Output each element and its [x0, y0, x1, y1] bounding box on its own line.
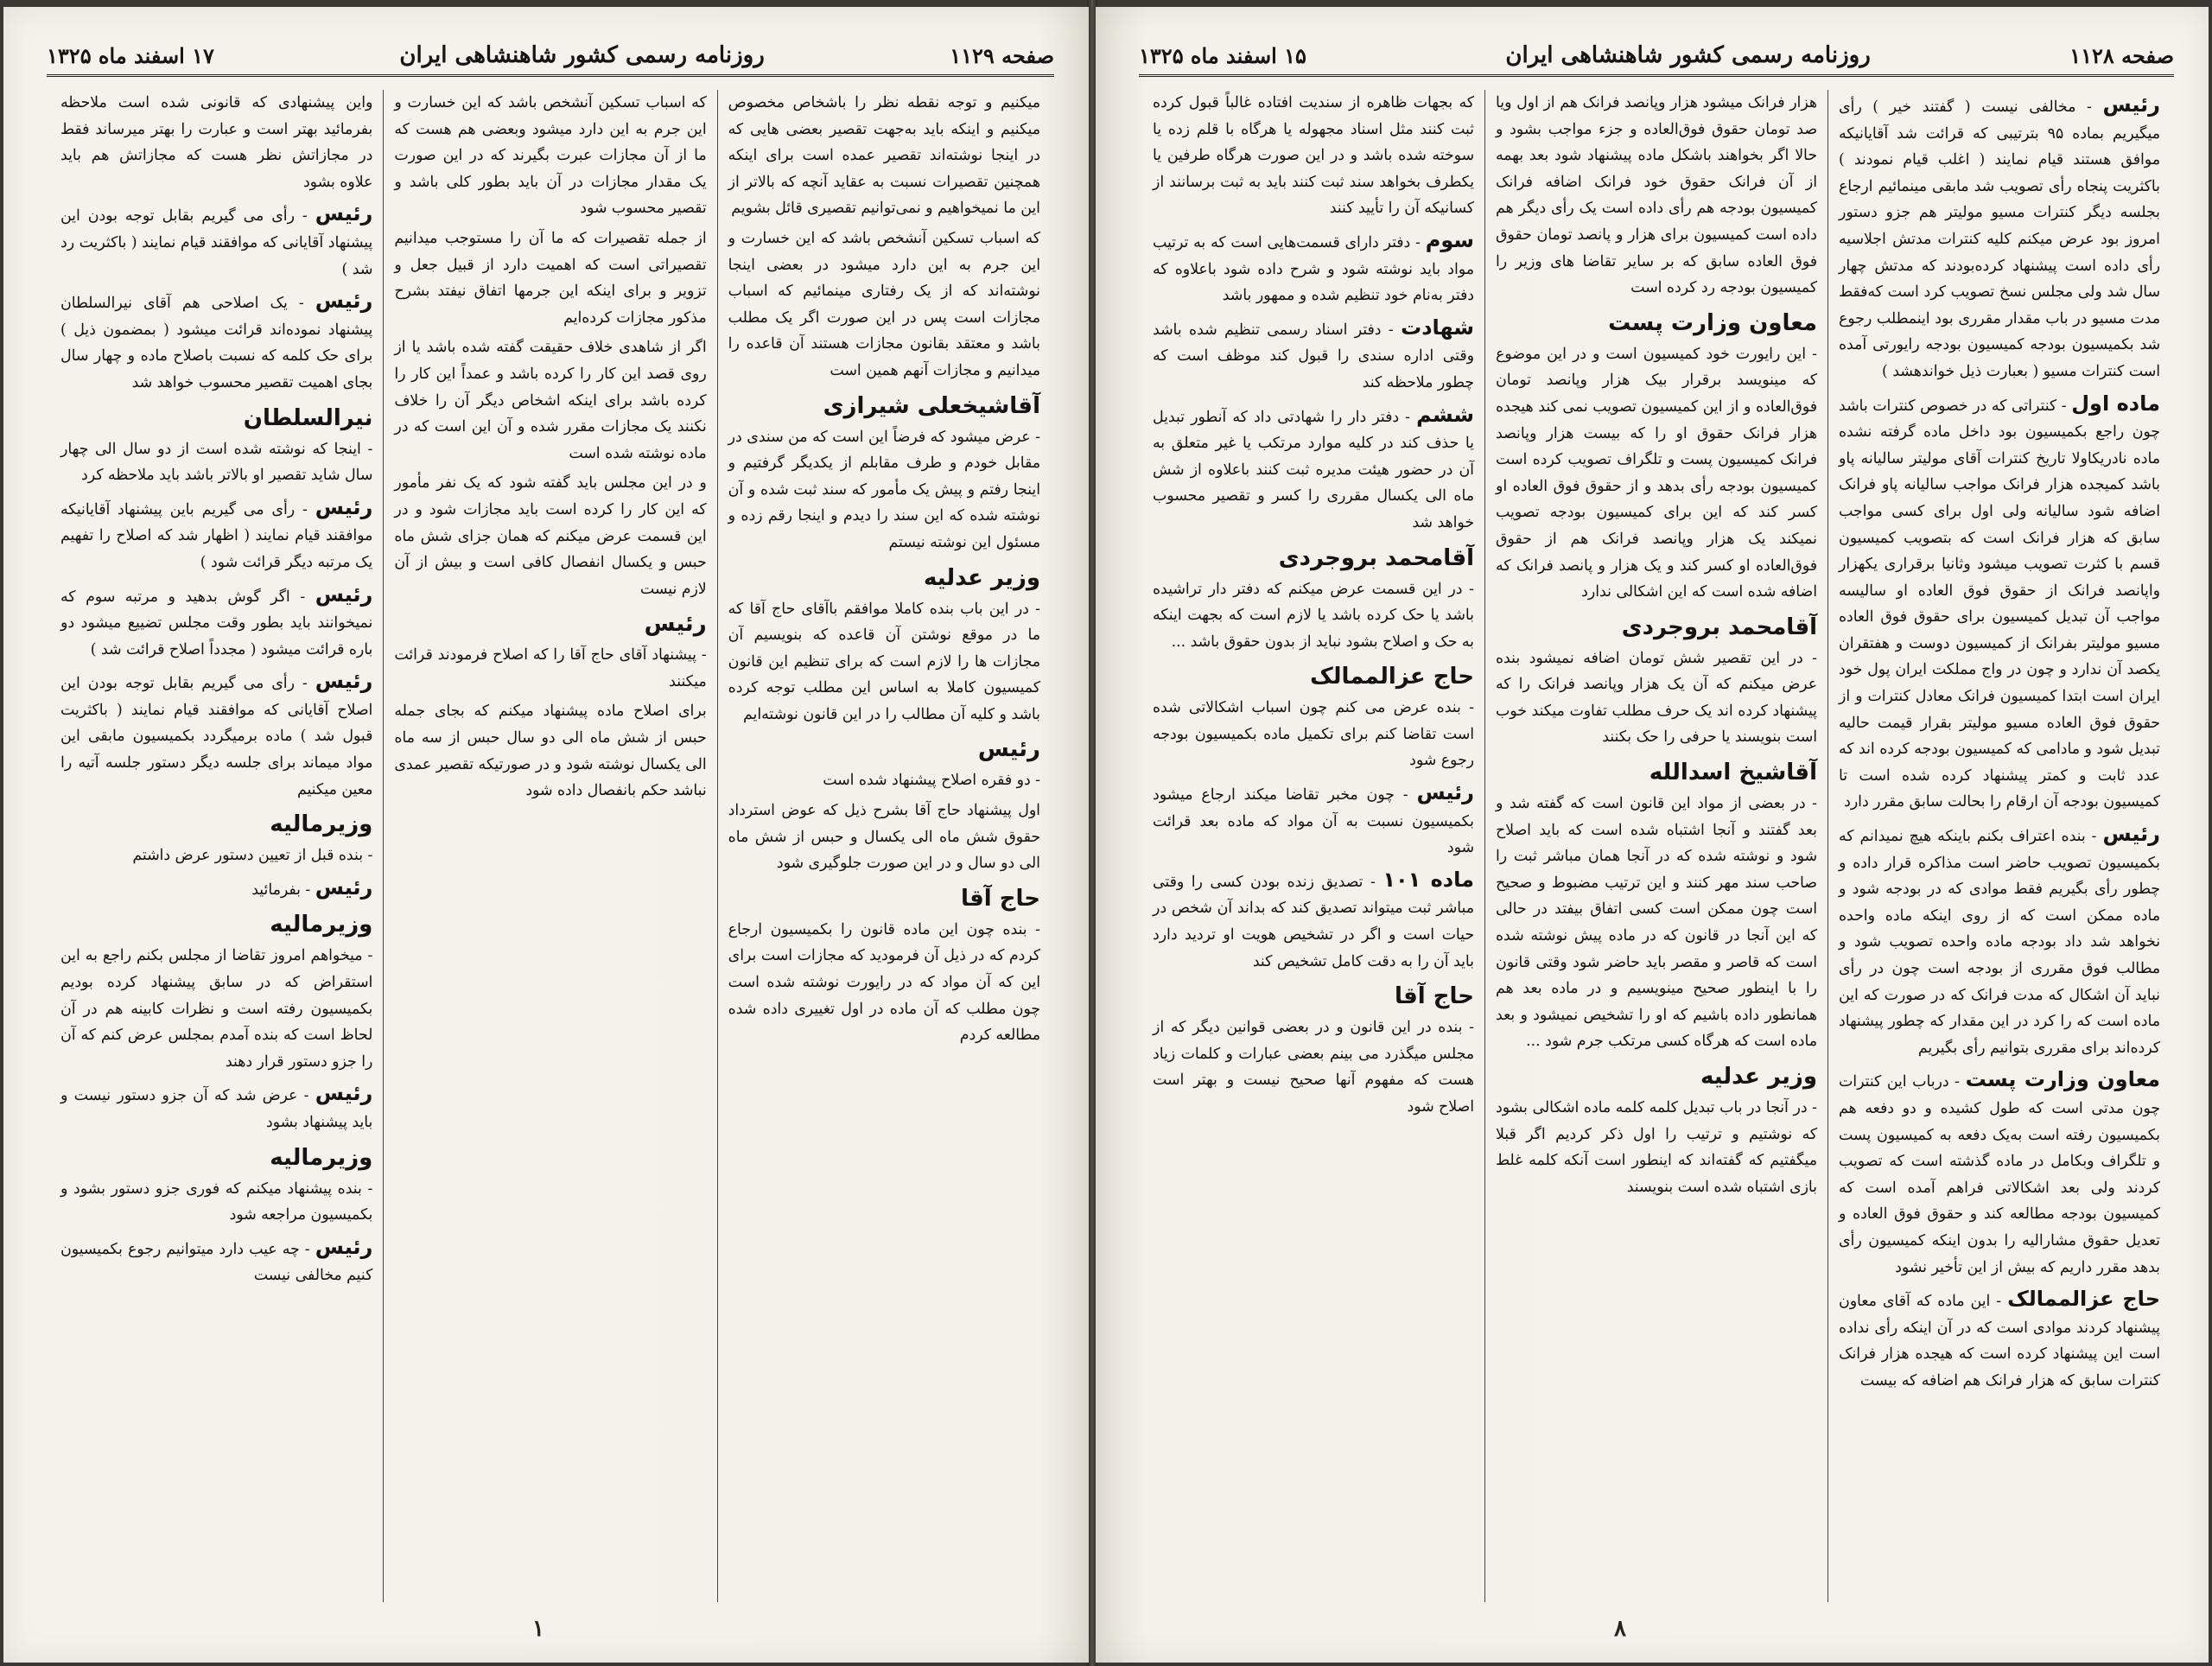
speaker-heading: وزیرمالیه [270, 811, 373, 838]
speaker-name: رئیس [315, 494, 373, 519]
paragraph [1153, 576, 1474, 656]
left-page [3, 7, 1089, 1663]
paragraph-text: - رأی می گیریم باین پیشنهاد آقایانیکه موافقند قیام نمایند ( اظهار شد که اصلاح را تفهیم یک مرتبه دیگر قرائت شود ) [60, 500, 373, 571]
paragraph [1153, 1014, 1474, 1120]
paragraph [1839, 90, 2160, 385]
paragraph [60, 1078, 372, 1135]
paragraph-text: که بجهات ظاهره از سندیت افتاده غالباً قبول کرده ثبت کنند مثل اسناد مجهوله یا هرگاه با قلم زده یا سوخته شده باشد و در این صورت هرگاه طرفین یا یکطرف بخواهد سند ثبت کنند باید به ثبت برسانند از کسانیکه آن را تأیید کنند [1153, 94, 1474, 218]
speaker-name: رئیس [315, 669, 373, 694]
paragraph [728, 917, 1040, 1049]
right-page [1096, 7, 2209, 1663]
paragraph [1496, 1095, 1817, 1200]
paragraph [60, 943, 372, 1075]
left-page-title: روزنامه رسمی کشور شاهنشاهی ایران [399, 42, 765, 68]
paragraph [1839, 389, 2160, 817]
speaker-heading: آقاشیخ اسدالله [1649, 760, 1817, 786]
paragraph [728, 767, 1040, 794]
speaker-heading: وزیر عدلیه [923, 564, 1040, 591]
paragraph [394, 698, 706, 804]
paragraph-text: و در این مجلس باید گفته شود که یک نفر مأمور که این کار را کرده است باید مجازات شود و در این قسمت عرض میکنم که همان جزای شش ماه حبس و یکسال انفصال کافی است و بیش از آن لازم نیست [394, 474, 707, 598]
paragraph-text: - دفتر اسناد رسمی تنظیم شده باشد وقتی اداره سندی را قبول کند موظف است که چطور ملاحظه کند [1153, 321, 1474, 391]
paragraph-text: - بنده اعتراف بکنم باینکه هیچ نمیدانم که بکمیسیون تصویب حاضر است مذاکره قرار داده و چطور رأی بگیریم فقط موادی که در بودجه شود و ماده ممکن است که از روی اینکه ماده واحده نخواهد شد داد بودجه ماده واحده تصویب شود و مطالب فوق مقرری از بودجه است چون در رأی نباید آن اشکال که مدت فرانک که در صورت که این ماده است که را کرد در این مقدار که چطور پیشنهاد کرده‌اند برای مقرری بتوانیم رأی بگیریم [1839, 828, 2160, 1057]
paragraph-text: اگر از شاهدی خلاف حقیقت گفته شده باشد یا از روی قصد این کار را کرده باشد و عمداً این کار را کرده باشد برای اینکه اشخاص دیگر آن را خلاف نکنند یک مجازات مقرر شده و آن این است که در ماده نوشته شده است [394, 339, 707, 462]
paragraph [394, 470, 706, 602]
paragraph-text: - مخالفی نیست ( گفتند خیر ) رأی میگیریم بماده ۹۵ بترتیبی که قرائت شد آقایانیکه موافق هستند قیام نمایند ( اغلب قیام نمودند ) باکثریت پنجاه رأی تصویب شد مابقی مینمائیم ارجاع بجلسه دیگر کنترات مسیو مولیتر هم جزو دستور امروز بود عرض میکنم کلیه کنترات مدتش اجلاسیه رأی داده است پیشنهاد کرده‌بودند که مدتش چهار سال شد ولی مجلس نسخ تصویب کرد است که‌فقط مدت مسیو در باب مقدار مقرری بود اینمطلب رجوع شد بکمیسیون بودجه کمیسیون بودجه رایورتی آمده است کنترات مسیو ( بعبارت ذیل خواندهشد ) [1839, 99, 2160, 380]
paragraph [1496, 791, 1817, 1055]
paragraph [60, 1232, 372, 1289]
paragraph-text: - این رایورت خود کمیسیون است و در این موضوع که مینویسد برقرار بیک هزار وپانصد تومان فوق‌العاده و از این کمیسیون تصویب نمی کند هیجده هزار فرانک حقوق او را که بیست هزار وپانصد فرانک کمیسیون پست و تلگراف تصویب کرده است کمیسیون بودجه رأی بدهد و از حقوق فوق العاده او کسر کند که این برای کمیسیون بودجه تصویب نمیکند یک هزار وپانصد فرانک هم از حقوق فوق‌العاده او کسر کند و یک هزار و پانصد فرانک که اضافه شده است که این اشکالی ندارد [1496, 345, 1817, 601]
paragraph [1153, 400, 1474, 537]
paragraph [1839, 1065, 2160, 1281]
paragraph-text: - بفرمائید [251, 881, 311, 899]
paragraph [728, 424, 1040, 556]
paragraph-text: - بنده قبل از تعیین دستور عرض داشتم [132, 847, 373, 865]
right-page-header [1139, 36, 2174, 77]
text-column [717, 90, 1051, 1602]
speaker-heading: نیرالسلطان [243, 404, 373, 431]
paragraph-text: - اگر گوش بدهید و مرتبه سوم که نمیخوانند باید بطور وقت مجلس تضییع میشود دو باره قرائت میشود ( مجدداً اصلاح قرائت شد ) [60, 588, 373, 658]
speaker-heading: حاج آقا [1395, 983, 1474, 1010]
paragraph-text: - رأی می گیریم بقابل توجه بودن این پیشنهاد آقایانی که موافقند قیام نمایند ( باکثریت رد شد ) [60, 207, 373, 278]
speaker-name: ماده اول [2071, 391, 2160, 416]
paragraph [1153, 313, 1474, 397]
paragraph [60, 580, 372, 664]
paragraph-text: - در این تقصیر شش تومان اضافه نمیشود بنده عرض میکنم که آن یک هزار وپانصد فرانک را که پیشنهاد کرده اند یک حرف مطلب تفاوت میکند خوب است بنویسند یا حرفی را حک بکنند [1496, 649, 1817, 747]
paragraph [60, 493, 372, 576]
right-page-number: ۸ [1614, 1616, 1626, 1642]
paragraph [728, 596, 1040, 728]
paragraph [1153, 695, 1474, 774]
speaker-name: رئیس [2102, 92, 2160, 117]
right-page-date: ۱۵ اسفند ماه ۱۳۲۵ [1139, 42, 1306, 68]
paragraph-text: - در این باب بنده کاملا موافقم باآقای حاج آقا که ما در موقع نوشتن آن قاعده که بنویسیم آن مجازات ها را لازم است که برای تنظیم این قانون کمیسیون کاملا به اساس این مطلب توجه کرده باشد و کلیه آن مطالب را در این قانون نوشته‌ایم [728, 600, 1040, 723]
left-page-number: ۱ [532, 1616, 544, 1642]
speaker-heading: آقامحمد بروجردی [1621, 614, 1817, 640]
speaker-heading: آقاشیخعلی شیرازی [823, 392, 1040, 419]
speaker-heading: وزیرمالیه [270, 912, 373, 938]
paragraph [60, 436, 372, 489]
speaker-name: رئیس [315, 874, 373, 900]
paragraph [1153, 226, 1474, 309]
paragraph [1153, 778, 1474, 862]
paragraph [1153, 90, 1474, 222]
right-page-columns [1142, 90, 2171, 1602]
paragraph [728, 798, 1040, 877]
speaker-name: رئیس [315, 1081, 373, 1106]
speaker-heading: وزیرمالیه [270, 1144, 373, 1171]
paragraph [60, 286, 372, 396]
speaker-name: ماده ۱۰۱ [1382, 867, 1474, 892]
speaker-heading: وزیر عدلیه [1700, 1064, 1817, 1090]
paragraph-text: - عرض شد که آن جزو دستور نیست و باید پیشنهاد بشود [60, 1087, 373, 1131]
paragraph-text: - دفتر دار را شهادتی داد که آنطور تبدیل یا حذف کند در کلیه موارد مرتکب یا غیر متعلق به آن در حضور هیئت مدیره ثبت کنند باعلاوه از شش ماه الی یکسال مقرری را کسر و تقصیر محسوب خواهد شد [1153, 408, 1474, 531]
paragraph [728, 226, 1040, 385]
speaker-name: رئیس [315, 289, 373, 314]
paragraph-text: از جمله تقصیرات که ما آن را مستوجب میدانیم تقصیراتی است که اهمیت دارد از قبیل جعل و تزویر و برای اینکه این جرمها اتفاق نیفتد بشرح مذکور مجازات کرده‌ایم [394, 229, 707, 327]
paragraph-text: - چون مخبر تقاضا میکند ارجاع میشود بکمیسیون نسبت به آن مواد که ماده بعد قرائت شود [1153, 786, 1474, 857]
paragraph-text: - میخواهم امروز تقاضا از مجلس بکنم راجع به این استقراض که در سابق پیشنهاد کرده بودیم بکمیسیون رفته است و نظرات کابینه هم در آن لحاظ است که بنده آمدم بمجلس عرض کنم که آن را جزو دستور قرار دهند [60, 947, 373, 1071]
speaker-name: رئیس [315, 1234, 373, 1259]
speaker-heading: حاج آقا [961, 885, 1040, 912]
paragraph [394, 642, 706, 695]
paragraph-text: - دفتر دارای قسمت‌هایی است که به ترتیب مواد باید نوشته شود و شرح داده شود باعلاوه که دفتر به‌نام خود تنظیم شده و ممهور باشد [1153, 233, 1474, 305]
speaker-heading: رئیس [977, 736, 1040, 763]
paragraph-text: که اسباب تسکین آنشخص باشد که این خسارت و این جرم به این دارد میشود در بعضی اینجا نوشته‌اند که از یک رفتاری مینمائیم که اسباب مجازات است پس در این صورت اگر یک مطلب باشد و معتقد بقانون مجازات هستند آن قاعده را میدانیم و مجازات آنهم همین است [728, 229, 1040, 379]
text-column [1484, 90, 1827, 1602]
speaker-name: رئیس [2102, 822, 2160, 847]
paragraph-text: - بنده پیشنهاد میکنم که فوری جزو دستور بشود و بکمیسیون مراجعه شود [60, 1180, 373, 1224]
paragraph-text: - چه عیب دارد میتوانیم رجوع بکمیسیون کنیم مخالفی نیست [60, 1240, 373, 1285]
speaker-heading: رئیس [644, 611, 707, 638]
speaker-name: ششم [1416, 402, 1474, 427]
speaker-heading: حاج عزالممالک [1310, 664, 1474, 690]
paragraph-text: - در آنجا در باب تبدیل کلمه کلمه ماده اشکالی بشود که نوشتیم و ترتیب را اول ذکر کردیم اگر قبلا میگفتیم که گفته‌اند که اینطور است آنکه کلمه غلط بازی اشتباه شده است بنویسند [1496, 1099, 1817, 1196]
left-page-label: صفحه ۱۱۲۹ [950, 42, 1054, 68]
text-column [383, 90, 716, 1602]
paragraph-text: - اینجا که نوشته شده است از دو سال الی چهار سال شاید تقصیر او بالاتر باشد باید ملاحظه کرد [60, 440, 373, 485]
left-page-header [47, 36, 1054, 77]
text-column [50, 90, 383, 1602]
paragraph [60, 873, 372, 904]
speaker-heading: معاون وزارت پست [1608, 309, 1817, 336]
paragraph-text: - تصدیق زنده بودن کسی را وقتی مباشر ثبت میتواند تصدیق کند که بداند آن شخص در حیات است و اگر در تشخیص هویت او تردید دارد باید آن را به دقت کامل تشخیص کند [1153, 873, 1474, 970]
paragraph-text: - در بعضی از مواد این قانون است که گفته شد و بعد گفتند و آنجا اشتباه شده است که باید اصلاح شود و نوشته شده که در آنجا همان مباشر ثبت را صاحب سند مهر کنند و این ترتیب مضبوط و صحیح است چون ممکن است کسی اتفاق بیفتد در حالی که این آنجا در قانون که در ماده پیش نوشته شده است که قاصر و مقصر باید حاضر شود وقتی قانون را با اینطور صحیح مینویسیم و در ماده بعد هم همانطور داده باشیم که او را تشخیص نمیشود و بعد ماده است که هرگاه کسی مرتکب جرم شود ... [1496, 795, 1817, 1051]
paragraph [1496, 90, 1817, 302]
paragraph-text: هزار فرانک میشود هزار وپانصد فرانک هم از اول ویا صد تومان حقوق فوق‌العاده و جزء مواجب بشود و حالا اگر بخواهند باشکل ماده پیشنهاد شود بعد بهمه از آن فرانک حقوق خود فرانک اضافه فرانک کمیسیون بودجه هم رأی داده است یک رأی دیگر هم داده است کمیسیون برای هزار و پانصد تومان حقوق فوق العاده سابق که بر سایر تقاضا های وزیر را کمیسیون بودجه رد کرده است [1496, 94, 1817, 297]
paragraph [394, 334, 706, 467]
paragraph [60, 1176, 372, 1229]
speaker-name: حاج عزالممالک [2007, 1287, 2160, 1312]
speaker-name: رئیس [315, 582, 373, 607]
paragraph [1153, 865, 1474, 975]
paragraph-text: - پیشنهاد آقای حاج آقا را که اصلاح فرمودند قرائت میکنند [394, 646, 707, 690]
paragraph [1496, 341, 1817, 606]
paragraph [1839, 819, 2160, 1061]
speaker-name: معاون وزارت پست [1965, 1067, 2160, 1092]
paragraph-text: - عرض میشود که فرضاً این است که من سندی در مقابل خودم و طرف مقابلم از یکدیگر گرفتیم و اینجا رفتم و پیش یک مأمور که سند ثبت شده و آن نوشته شده که این سند را دیدم و اینجا رقم زده و مسئول این نوشته نیستم [728, 428, 1040, 551]
speaker-name: رئیس [1416, 780, 1474, 805]
paragraph-text: - کنتراتی که در خصوص کنترات باشد چون راجع بکمیسیون بود داخل ماده گرفته نشده ماده نادریکاولا تاریخ کنترات آقای مولیتر سالیانه پاو باشد کمیجده هزار فرانک مواجب سالیانه پاو فرانک اضافه شود سالیانه ولی اول برای کسی مواجب سابق که هزار فرانک است که بتصویب کمیسیون قسم با کثرت تصویب میشود وثانیا برقراری یکهزار واپانصد فرانک از حقوق فوق العاده او سالیسه مواجب آن تبدیل کمیسیون برای حقوق فوق العاده مسیو مولیتر بفرانک از کمیسیون دوست و هفتقران یکصد آن ندارد و چون در واج مملکت ایران پول خود ایران است ابتدا کمیسیون فرانک معادل کنترات و از حقوق فوق العاده مسیو مولیتر بقرار قیمت حالیه تبدیل شود و مادامی که کمیسیون بودجه کرده اند که عدد ثابت و کمتر پیشنهاد کرده شده است تا کمیسیون بودجه آن ارقام را بحالت سابق مقرر دارد [1839, 397, 2160, 811]
paragraph [60, 666, 372, 803]
paragraph-text: - بنده در این قانون و در بعضی قوانین دیگر که از مجلس میگذرد می بینم بعضی عبارات و کلمات زیاد هست که مفهوم آنها صحیح نیست و بهتر است اصلاح شود [1153, 1019, 1474, 1116]
paragraph-text: - بنده چون این ماده قانون را بکمیسیون ارجاع کردم که در ذیل آن فرمودید که مجازات است برای این که آن مواد که در رایورت نوشته شده است چون مطلب که آن ماده در اول تغییری داده شده مطالعه کردم [728, 920, 1040, 1045]
left-page-columns [50, 90, 1051, 1602]
paragraph [60, 199, 372, 283]
paragraph-text: - این ماده که آقای معاون پیشنهاد کردند موادی است که در آن اینکه رأی نداده است این پیشنهاد کرده است که هیجده هزار فرانک کنترات سابق که هزار فرانک هم اضافه که بیست [1839, 1293, 2160, 1389]
paragraph [394, 226, 706, 331]
paragraph-text: میکنیم و توجه نقطه نظر را باشخاص مخصوص میکنیم و اینکه باید به‌جهت تقصیر بعضی هایی که در اینجا نوشته‌اند تقصیر عمده است برای اینکه همچنین تقصیرات نسبت به عقاید آنچه که بالاتر از این ما نمیخواهیم و نمی‌توانیم تقصیری قائل بشویم [728, 94, 1040, 218]
paragraph [1496, 645, 1817, 751]
paragraph [60, 90, 372, 195]
paragraph-text: اول پیشنهاد حاج آقا بشرح ذیل که عوض استرداد حقوق شش ماه الی یکسال و حبس از شش ماه الی دو سال و در این صورت جلوگیری شود [728, 802, 1040, 873]
left-page-date: ۱۷ اسفند ماه ۱۳۲۵ [47, 42, 214, 68]
right-page-title: روزنامه رسمی کشور شاهنشاهی ایران [1505, 42, 1871, 68]
text-column [1827, 90, 2171, 1602]
paragraph-text: - یک اصلاحی هم آقای نیرالسلطان پیشنهاد نموده‌اند قرائت میشود ( بمضمون ذیل ) برای حک کلمه که نسبت باصلاح ماده و چهار سال بجای اهمیت تقصیر محسوب خواهد شد [60, 295, 373, 391]
paragraph [394, 90, 706, 222]
right-page-label: صفحه ۱۱۲۸ [2069, 42, 2174, 68]
speaker-name: شهادت [1401, 315, 1474, 340]
speaker-name: سوم [1425, 227, 1474, 252]
paragraph-text: - در این قسمت عرض میکنم که دفتر دار تراشیده باشد یا حک کرده باشد یا لازم است که بجهت اینکه به حک و اصلاح بشود نباید از بدون حقوق باشد ... [1153, 580, 1474, 651]
paragraph-text: برای اصلاح ماده پیشنهاد میکنم که بجای جمله حبس از شش ماه الی دو سال حبس از سه ماه الی یکسال نوشته شود و در صورتیکه تقصیر عمدی نباشد حکم بانفصال داده شود [394, 703, 707, 800]
paragraph [60, 843, 372, 869]
paragraph-text: - بنده عرض می کنم چون اسباب اشکالاتی شده است تقاضا کنم برای تکمیل ماده بکمیسیون بودجه رجوع شود [1153, 699, 1474, 770]
paragraph-text: که اسباب تسکین آنشخص باشد که این خسارت و این جرم به این دارد میشود وبعضی هم هست که ما از آن مجازات عبرت بگیرند که در این صورت یک مقدار مجازات در آن باید بطور کلی باشد و تقصیر محسوب شود [394, 94, 707, 218]
paragraph-text: - دو فقره اصلاح پیشنهاد شده است [823, 772, 1040, 790]
paragraph [728, 90, 1040, 222]
paragraph-text: - رأی می گیریم بقابل توجه بودن این اصلاح آقایانی که موافقند قیام نمایند ( باکثریت قبول شد ) ماده برمیگردد بکمیسیون مابقی این مواد میماند برای جلسه دیگر دستور جلسه آتیه را معین میکنیم [60, 675, 373, 798]
paragraph [1839, 1284, 2160, 1394]
speaker-heading: آقامحمد بروجردی [1278, 544, 1474, 571]
speaker-name: رئیس [315, 201, 373, 226]
paragraph-text: - درباب این کنترات چون مدتی است که طول کشیده و دو دفعه هم بکمیسیون رفته است به‌یک دفعه به کمیسیون پست و تلگراف وبکامل در ماده گذشته است که تصویب کردند ولی بعد اشکالاتی فراهم آمده است که کمیسیون بودجه مطالعه کند و حقوق فوق العاده و تعدیل حقوق مشارالیه را بدون اینکه کمیسیون رأی بدهد مقرر داریم که بیش از این تأخیر نشود [1839, 1073, 2160, 1276]
paragraph-text: واین پیشنهادی که‌ قانونی شده است ملاحظه بفرمائید بهتر است و عبارت را بهتر میرساند فقط در مجازاتش نظر هست که مجازاتش هم باید علاوه بشود [60, 94, 373, 191]
text-column [1142, 90, 1484, 1602]
